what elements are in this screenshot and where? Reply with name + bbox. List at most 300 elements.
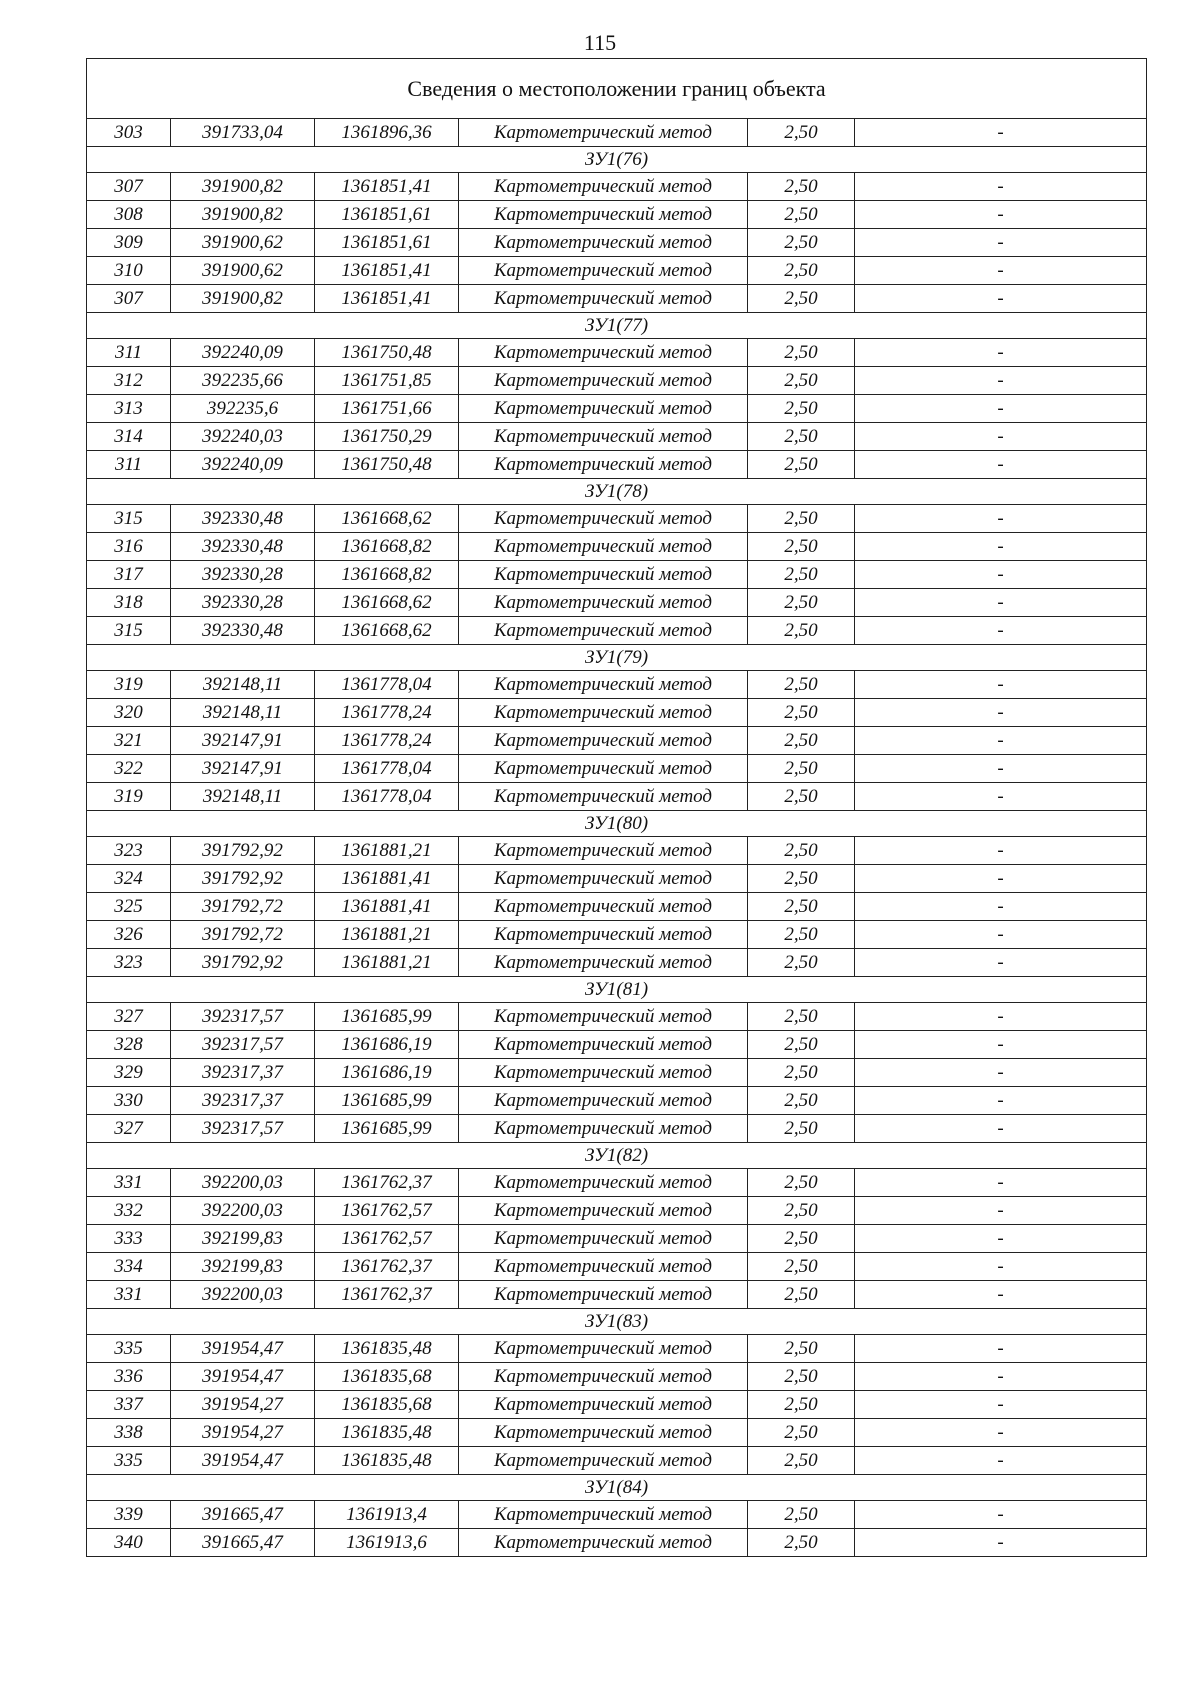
table-row [87,1115,1147,1143]
accuracy-cell: 2,50 [748,201,855,229]
coord-y-cell: 1361685,99 [315,1003,459,1031]
accuracy-cell: 2,50 [748,1059,855,1087]
group-header-row [87,1475,1147,1501]
method-cell: Картометрический метод [459,589,748,617]
coord-y-cell: 1361750,48 [315,451,459,479]
coord-y-cell: 1361835,48 [315,1447,459,1475]
coord-x-cell: 391900,62 [171,229,315,257]
table-row [87,949,1147,977]
table-row [87,201,1147,229]
accuracy-cell: 2,50 [748,1391,855,1419]
method-cell: Картометрический метод [459,533,748,561]
group-header-row [87,479,1147,505]
coord-x-cell: 392330,48 [171,533,315,561]
table-row [87,285,1147,313]
note-cell: - [855,257,1147,285]
point-number-cell: 335 [87,1447,171,1475]
note-cell: - [855,229,1147,257]
accuracy-cell: 2,50 [748,285,855,313]
point-number-cell: 319 [87,671,171,699]
method-cell: Картометрический метод [459,1169,748,1197]
coord-x-cell: 391733,04 [171,119,315,147]
point-number-cell: 317 [87,561,171,589]
accuracy-cell: 2,50 [748,229,855,257]
table-row [87,589,1147,617]
coord-x-cell: 391792,92 [171,865,315,893]
coord-y-cell: 1361881,41 [315,893,459,921]
point-number-cell: 320 [87,699,171,727]
coord-y-cell: 1361835,48 [315,1419,459,1447]
accuracy-cell: 2,50 [748,1115,855,1143]
method-cell: Картометрический метод [459,1225,748,1253]
method-cell: Картометрический метод [459,229,748,257]
accuracy-cell: 2,50 [748,367,855,395]
method-cell: Картометрический метод [459,865,748,893]
note-cell: - [855,1501,1147,1529]
coord-x-cell: 392240,09 [171,339,315,367]
method-cell: Картометрический метод [459,699,748,727]
coord-y-cell: 1361778,04 [315,755,459,783]
coord-y-cell: 1361668,82 [315,533,459,561]
accuracy-cell: 2,50 [748,505,855,533]
coord-x-cell: 392317,37 [171,1087,315,1115]
coord-x-cell: 391954,27 [171,1419,315,1447]
table-row [87,1225,1147,1253]
coord-x-cell: 392200,03 [171,1169,315,1197]
coord-y-cell: 1361881,21 [315,837,459,865]
accuracy-cell: 2,50 [748,339,855,367]
coord-x-cell: 392235,66 [171,367,315,395]
coord-y-cell: 1361835,68 [315,1391,459,1419]
accuracy-cell: 2,50 [748,617,855,645]
group-label: ЗУ1(78) [87,479,1147,505]
group-header-row [87,313,1147,339]
coord-y-cell: 1361778,24 [315,727,459,755]
accuracy-cell: 2,50 [748,699,855,727]
note-cell: - [855,1529,1147,1557]
coord-x-cell: 392240,09 [171,451,315,479]
coord-y-cell: 1361751,66 [315,395,459,423]
accuracy-cell: 2,50 [748,1529,855,1557]
table-row [87,395,1147,423]
note-cell: - [855,1197,1147,1225]
coord-y-cell: 1361835,48 [315,1335,459,1363]
table-row [87,893,1147,921]
group-label: ЗУ1(80) [87,811,1147,837]
accuracy-cell: 2,50 [748,423,855,451]
note-cell: - [855,1447,1147,1475]
accuracy-cell: 2,50 [748,1031,855,1059]
method-cell: Картометрический метод [459,505,748,533]
coord-y-cell: 1361778,04 [315,671,459,699]
note-cell: - [855,505,1147,533]
method-cell: Картометрический метод [459,921,748,949]
coord-x-cell: 391954,47 [171,1447,315,1475]
coord-x-cell: 392317,57 [171,1115,315,1143]
table-row [87,783,1147,811]
point-number-cell: 318 [87,589,171,617]
method-cell: Картометрический метод [459,1003,748,1031]
coord-y-cell: 1361835,68 [315,1363,459,1391]
accuracy-cell: 2,50 [748,451,855,479]
coord-y-cell: 1361762,37 [315,1281,459,1309]
note-cell: - [855,1169,1147,1197]
point-number-cell: 313 [87,395,171,423]
page-number: 115 [583,30,617,55]
table-row [87,451,1147,479]
note-cell: - [855,1281,1147,1309]
table-row [87,257,1147,285]
method-cell: Картометрический метод [459,173,748,201]
point-number-cell: 334 [87,1253,171,1281]
point-number-cell: 311 [87,339,171,367]
method-cell: Картометрический метод [459,727,748,755]
coord-x-cell: 392200,03 [171,1197,315,1225]
point-number-cell: 325 [87,893,171,921]
accuracy-cell: 2,50 [748,1447,855,1475]
coord-y-cell: 1361750,48 [315,339,459,367]
coord-x-cell: 391792,92 [171,949,315,977]
group-label: ЗУ1(79) [87,645,1147,671]
accuracy-cell: 2,50 [748,1169,855,1197]
table-row [87,727,1147,755]
accuracy-cell: 2,50 [748,727,855,755]
method-cell: Картометрический метод [459,1419,748,1447]
method-cell: Картометрический метод [459,1031,748,1059]
coord-y-cell: 1361668,82 [315,561,459,589]
note-cell: - [855,201,1147,229]
method-cell: Картометрический метод [459,119,748,147]
point-number-cell: 340 [87,1529,171,1557]
coord-y-cell: 1361762,37 [315,1169,459,1197]
coord-y-cell: 1361851,61 [315,201,459,229]
note-cell: - [855,865,1147,893]
method-cell: Картометрический метод [459,1335,748,1363]
point-number-cell: 322 [87,755,171,783]
note-cell: - [855,1225,1147,1253]
coord-x-cell: 391792,92 [171,837,315,865]
accuracy-cell: 2,50 [748,1197,855,1225]
table-row [87,1363,1147,1391]
coord-y-cell: 1361778,24 [315,699,459,727]
coord-x-cell: 391792,72 [171,893,315,921]
method-cell: Картометрический метод [459,1501,748,1529]
method-cell: Картометрический метод [459,257,748,285]
table-row [87,423,1147,451]
coord-y-cell: 1361686,19 [315,1031,459,1059]
table-row [87,921,1147,949]
coord-y-cell: 1361851,61 [315,229,459,257]
table-row [87,505,1147,533]
table-row [87,1419,1147,1447]
point-number-cell: 337 [87,1391,171,1419]
coord-x-cell: 391954,47 [171,1363,315,1391]
method-cell: Картометрический метод [459,285,748,313]
accuracy-cell: 2,50 [748,837,855,865]
note-cell: - [855,755,1147,783]
accuracy-cell: 2,50 [748,1225,855,1253]
group-header-row [87,1309,1147,1335]
coord-y-cell: 1361762,57 [315,1225,459,1253]
accuracy-cell: 2,50 [748,257,855,285]
accuracy-cell: 2,50 [748,1253,855,1281]
method-cell: Картометрический метод [459,1115,748,1143]
accuracy-cell: 2,50 [748,1501,855,1529]
method-cell: Картометрический метод [459,1529,748,1557]
group-label: ЗУ1(77) [87,313,1147,339]
method-cell: Картометрический метод [459,1281,748,1309]
table-row [87,1447,1147,1475]
coord-y-cell: 1361750,29 [315,423,459,451]
note-cell: - [855,1419,1147,1447]
note-cell: - [855,617,1147,645]
accuracy-cell: 2,50 [748,533,855,561]
note-cell: - [855,699,1147,727]
coord-y-cell: 1361851,41 [315,285,459,313]
coord-x-cell: 392330,28 [171,561,315,589]
point-number-cell: 303 [87,119,171,147]
coord-x-cell: 391900,82 [171,285,315,313]
method-cell: Картометрический метод [459,395,748,423]
table-row [87,1501,1147,1529]
point-number-cell: 327 [87,1003,171,1031]
method-cell: Картометрический метод [459,561,748,589]
coord-x-cell: 391665,47 [171,1501,315,1529]
accuracy-cell: 2,50 [748,755,855,783]
method-cell: Картометрический метод [459,837,748,865]
coord-x-cell: 392330,48 [171,617,315,645]
coord-x-cell: 392317,57 [171,1031,315,1059]
table-row [87,617,1147,645]
method-cell: Картометрический метод [459,893,748,921]
method-cell: Картометрический метод [459,1391,748,1419]
point-number-cell: 333 [87,1225,171,1253]
group-label: ЗУ1(81) [87,977,1147,1003]
point-number-cell: 315 [87,505,171,533]
table-row [87,865,1147,893]
accuracy-cell: 2,50 [748,1281,855,1309]
note-cell: - [855,783,1147,811]
table-row [87,229,1147,257]
coord-y-cell: 1361668,62 [315,589,459,617]
coord-x-cell: 392330,48 [171,505,315,533]
note-cell: - [855,395,1147,423]
note-cell: - [855,893,1147,921]
note-cell: - [855,837,1147,865]
accuracy-cell: 2,50 [748,921,855,949]
note-cell: - [855,367,1147,395]
point-number-cell: 307 [87,173,171,201]
note-cell: - [855,451,1147,479]
note-cell: - [855,173,1147,201]
point-number-cell: 321 [87,727,171,755]
point-number-cell: 319 [87,783,171,811]
table-row [87,699,1147,727]
note-cell: - [855,921,1147,949]
table-row [87,1087,1147,1115]
coord-x-cell: 392148,11 [171,783,315,811]
point-number-cell: 339 [87,1501,171,1529]
coord-x-cell: 391900,82 [171,201,315,229]
note-cell: - [855,671,1147,699]
coord-y-cell: 1361851,41 [315,257,459,285]
accuracy-cell: 2,50 [748,949,855,977]
method-cell: Картометрический метод [459,949,748,977]
note-cell: - [855,561,1147,589]
coord-x-cell: 392148,11 [171,671,315,699]
table-row [87,1169,1147,1197]
coord-x-cell: 392199,83 [171,1253,315,1281]
point-number-cell: 331 [87,1169,171,1197]
coord-y-cell: 1361913,4 [315,1501,459,1529]
point-number-cell: 336 [87,1363,171,1391]
method-cell: Картометрический метод [459,783,748,811]
point-number-cell: 310 [87,257,171,285]
coord-y-cell: 1361881,21 [315,949,459,977]
table-row [87,367,1147,395]
coord-x-cell: 391954,47 [171,1335,315,1363]
note-cell: - [855,1059,1147,1087]
note-cell: - [855,1391,1147,1419]
point-number-cell: 314 [87,423,171,451]
method-cell: Картометрический метод [459,451,748,479]
point-number-cell: 311 [87,451,171,479]
accuracy-cell: 2,50 [748,119,855,147]
coord-x-cell: 392235,6 [171,395,315,423]
note-cell: - [855,1003,1147,1031]
accuracy-cell: 2,50 [748,893,855,921]
note-cell: - [855,1335,1147,1363]
point-number-cell: 308 [87,201,171,229]
table-row [87,671,1147,699]
method-cell: Картометрический метод [459,367,748,395]
group-label: ЗУ1(76) [87,147,1147,173]
note-cell: - [855,285,1147,313]
coord-y-cell: 1361851,41 [315,173,459,201]
table-row [87,561,1147,589]
coord-x-cell: 392199,83 [171,1225,315,1253]
group-header-row [87,147,1147,173]
coord-x-cell: 392200,03 [171,1281,315,1309]
note-cell: - [855,1031,1147,1059]
coord-y-cell: 1361668,62 [315,617,459,645]
table-row [87,1391,1147,1419]
coord-x-cell: 391954,27 [171,1391,315,1419]
note-cell: - [855,423,1147,451]
group-header-row [87,1143,1147,1169]
coord-y-cell: 1361881,41 [315,865,459,893]
table-row [87,119,1147,147]
note-cell: - [855,1363,1147,1391]
coord-y-cell: 1361685,99 [315,1087,459,1115]
group-label: ЗУ1(82) [87,1143,1147,1169]
point-number-cell: 326 [87,921,171,949]
accuracy-cell: 2,50 [748,589,855,617]
note-cell: - [855,1115,1147,1143]
accuracy-cell: 2,50 [748,671,855,699]
coord-x-cell: 392317,57 [171,1003,315,1031]
method-cell: Картометрический метод [459,1059,748,1087]
point-number-cell: 331 [87,1281,171,1309]
coord-y-cell: 1361913,6 [315,1529,459,1557]
accuracy-cell: 2,50 [748,395,855,423]
group-label: ЗУ1(84) [87,1475,1147,1501]
method-cell: Картометрический метод [459,1253,748,1281]
note-cell: - [855,1087,1147,1115]
point-number-cell: 330 [87,1087,171,1115]
table-title: Сведения о местоположении границ объекта [87,59,1147,119]
point-number-cell: 338 [87,1419,171,1447]
accuracy-cell: 2,50 [748,1087,855,1115]
point-number-cell: 329 [87,1059,171,1087]
method-cell: Картометрический метод [459,1197,748,1225]
coord-x-cell: 391900,62 [171,257,315,285]
coord-y-cell: 1361762,37 [315,1253,459,1281]
note-cell: - [855,533,1147,561]
table-row [87,1253,1147,1281]
coord-x-cell: 392240,03 [171,423,315,451]
coord-x-cell: 391665,47 [171,1529,315,1557]
coord-y-cell: 1361668,62 [315,505,459,533]
table-row [87,533,1147,561]
method-cell: Картометрический метод [459,671,748,699]
table-row [87,339,1147,367]
point-number-cell: 324 [87,865,171,893]
method-cell: Картометрический метод [459,755,748,783]
coord-x-cell: 391900,82 [171,173,315,201]
table-row [87,1031,1147,1059]
coord-y-cell: 1361686,19 [315,1059,459,1087]
group-header-row [87,645,1147,671]
coord-y-cell: 1361881,21 [315,921,459,949]
coord-x-cell: 391792,72 [171,921,315,949]
coord-y-cell: 1361762,57 [315,1197,459,1225]
table-body [87,119,1147,1557]
point-number-cell: 307 [87,285,171,313]
point-number-cell: 327 [87,1115,171,1143]
method-cell: Картометрический метод [459,201,748,229]
table-title-row [87,59,1147,119]
coord-x-cell: 392147,91 [171,727,315,755]
method-cell: Картометрический метод [459,339,748,367]
point-number-cell: 312 [87,367,171,395]
point-number-cell: 323 [87,837,171,865]
point-number-cell: 323 [87,949,171,977]
coord-y-cell: 1361751,85 [315,367,459,395]
table-row [87,837,1147,865]
method-cell: Картометрический метод [459,423,748,451]
coord-y-cell: 1361778,04 [315,783,459,811]
method-cell: Картометрический метод [459,1087,748,1115]
table-row [87,1059,1147,1087]
accuracy-cell: 2,50 [748,173,855,201]
note-cell: - [855,727,1147,755]
note-cell: - [855,949,1147,977]
coord-x-cell: 392317,37 [171,1059,315,1087]
group-header-row [87,977,1147,1003]
coord-y-cell: 1361896,36 [315,119,459,147]
point-number-cell: 309 [87,229,171,257]
table-row [87,1281,1147,1309]
point-number-cell: 315 [87,617,171,645]
point-number-cell: 332 [87,1197,171,1225]
coord-y-cell: 1361685,99 [315,1115,459,1143]
coord-x-cell: 392147,91 [171,755,315,783]
table-row [87,173,1147,201]
accuracy-cell: 2,50 [748,783,855,811]
accuracy-cell: 2,50 [748,1363,855,1391]
method-cell: Картометрический метод [459,617,748,645]
